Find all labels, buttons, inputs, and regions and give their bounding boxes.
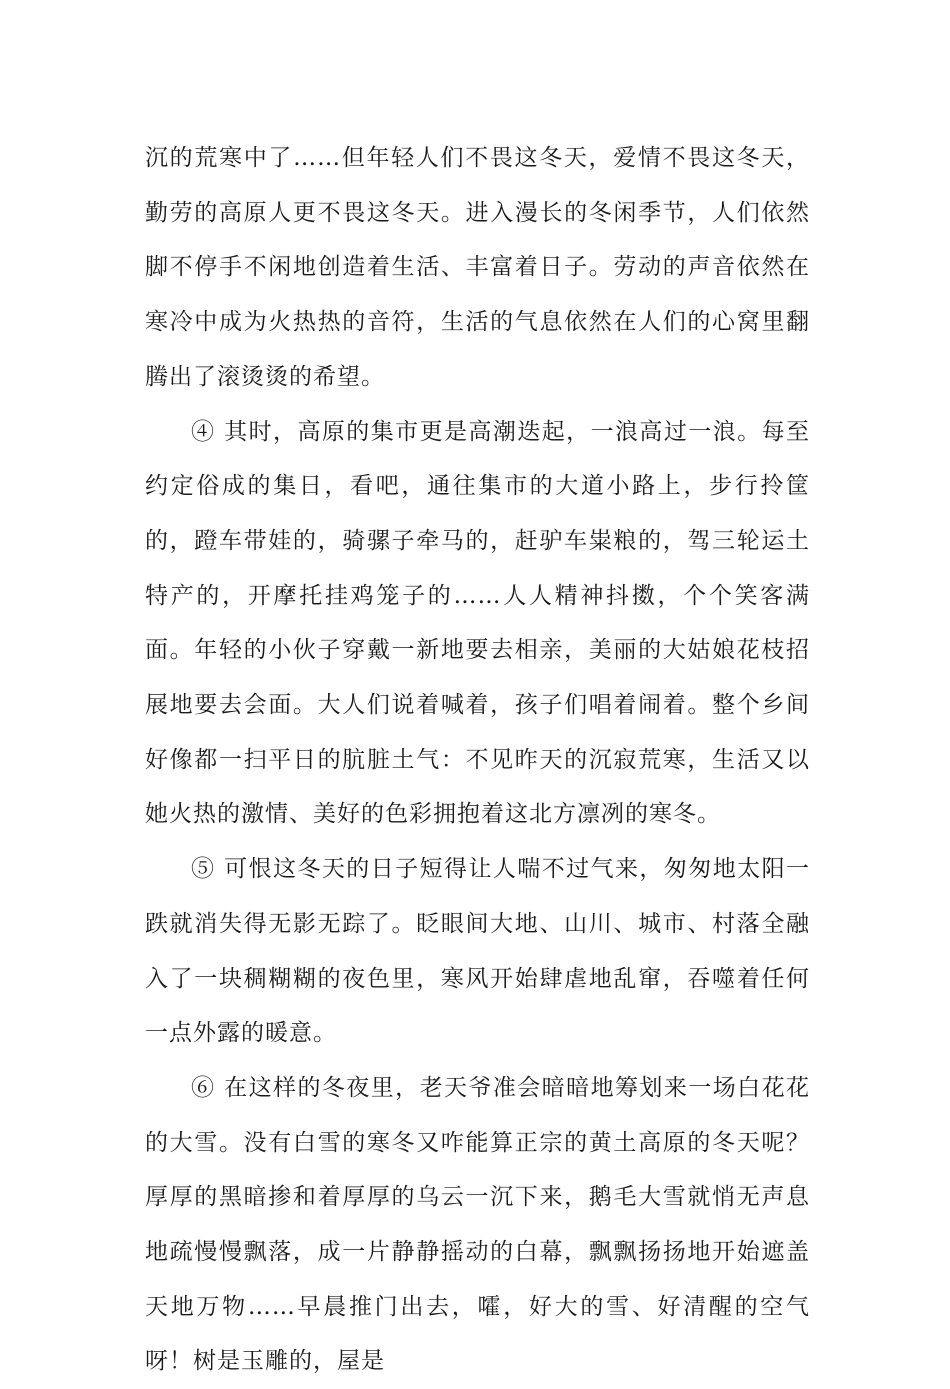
paragraph-4: ④ 其时，高原的集市更是高潮迭起，一浪高过一浪。每至约定俗成的集日，看吧，通往集市的大道小路上，步行拎筐的，蹬车带娃的，骑骡子牵马的，赶驴车粜粮的，驾三轮运土特产的，开摩托挂鸡笼子的……人人精神抖擞，个个笑客满面。年轻的小伙子穿戴一新地要去相亲，美丽的大姑娘花枝招展地要去会面。大人们说着喊着，孩子们唱着闹着。整个乡间好像都一扫平日的肮脏土气：不见昨天的沉寂荒寒，生活又以她火热的激情、美好的色彩拥抱着这北方凛冽的寒冬。: [145, 418, 810, 828]
paragraph-6: ⑥ 在这样的冬夜里，老天爷准会暗暗地筹划来一场白花花的大雪。没有白雪的寒冬又咋能算正宗的黄土高原的冬天呢？厚厚的黑暗掺和着厚厚的乌云一沉下来，鹅毛大雪就悄无声息地疏慢慢飘落，成一片静静摇动的白幕，飘飘扬扬地开始遮盖天地万物……早晨推门出去，嚯，好大的雪、好清醒的空气呀！树是玉雕的，屋是: [145, 1074, 810, 1375]
paragraph-3-continuation: 沉的荒寒中了……但年轻人们不畏这冬天，爱情不畏这冬天，勤劳的高原人更不畏这冬天。进入漫长的冬闲季节，人们依然脚不停手不闲地创造着生活、丰富着日子。劳动的声音依然在寒冷中成为火热热的音符，生活的气息依然在人们的心窝里翻腾出了滚烫烫的希望。: [145, 145, 810, 390]
body-text: [145, 131, 810, 1389]
paragraph-5: ⑤ 可恨这冬天的日子短得让人喘不过气来，匆匆地太阳一跌就消失得无影无踪了。眨眼间大地、山川、城市、村落全融入了一块稠糊糊的夜色里，寒风开始肆虐地乱窜，吞噬着任何一点外露的暖意。: [145, 856, 810, 1047]
